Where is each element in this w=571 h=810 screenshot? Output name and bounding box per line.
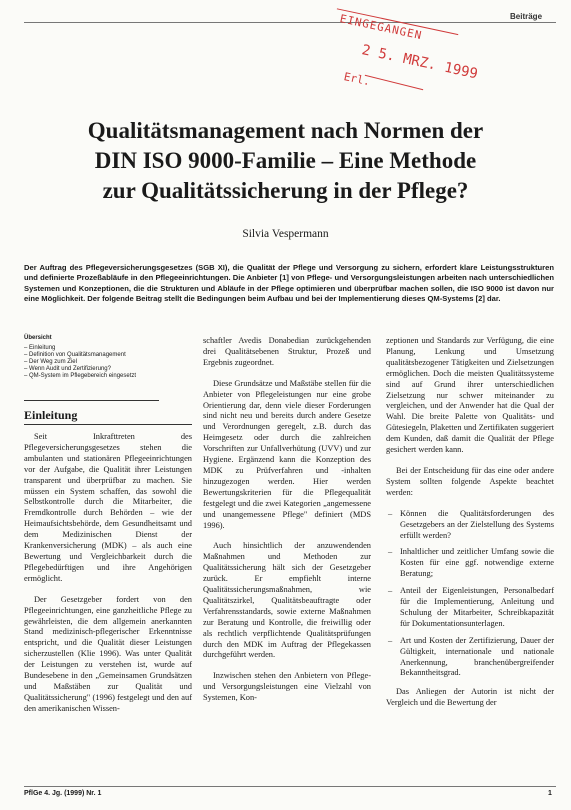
paragraph: Das Anliegen der Autorin ist nicht der Vergleich und die Bewertung der bbox=[386, 687, 554, 708]
toc-item: – QM-System im Pflegebereich eingesetzt bbox=[24, 373, 164, 380]
paragraph: Bei der Entscheidung für das eine oder andere System sollten folgende Aspekte beachtet werden: bbox=[386, 465, 554, 497]
paragraph: Auch hinsichtlich der anzuwendenden Maßnahmen und Methoden zur Qualitätssicherung hält sich der Gesetzgeber zurück. Er empfiehlt interne Qualitätssicherungsmaßnahmen, wie Qualitätszirkel, Qualitätsbeauftragte oder Verfahrensstandards, sowie externe Maßnahmen zur Beratung und Kontrolle, die freiwillig oder als rechtlich verpflichtende Qualitätsprüfungen durch den MDK im Auftrag der Pflegekassen durchgeführt werden. bbox=[203, 541, 371, 660]
paragraph: zeptionen und Standards zur Verfügung, die eine Planung, Lenkung und Umsetzung qualitätsbezogener Tätigkeiten und Zielsetzungen ermöglichen. Doch die meisten Qualitätssysteme sind auf Grund ihrer unterschiedlichen Zielsetzung nur schwer miteinander zu vergleichen, und der Anwender hat die Qual der Wahl. Die breite Palette von Qualitäts- und Gütesiegeln, Plaketten und Zertifikaten suggeriert dem Kunden, daß damit die Qualität der Pflege gesichert werden kann. bbox=[386, 336, 554, 455]
table-of-contents bbox=[24, 335, 164, 380]
toc-item: – Definition von Qualitätsmanagement bbox=[24, 352, 164, 359]
stamp-handled: Erl. bbox=[342, 70, 372, 89]
paragraph: schaftler Avedis Donabedian zurückgehenden drei Qualitätsebenen Struktur, Prozeß und Ergebnis zugeordnet. bbox=[203, 336, 371, 367]
stamp-date: 2 5. MRZ. 1999 bbox=[360, 42, 480, 83]
toc-heading: Übersicht bbox=[24, 335, 52, 341]
aspect-list bbox=[386, 509, 554, 680]
toc-item: – Der Weg zum Ziel bbox=[24, 359, 164, 366]
text-column-1 bbox=[24, 432, 192, 725]
list-item: – Inhaltlicher und zeitlicher Umfang sowie die Kosten für eine ggf. notwendige externe Beratung; bbox=[386, 547, 554, 580]
title-line-3: zur Qualitätssicherung in der Pflege? bbox=[102, 178, 469, 203]
title-line-2: DIN ISO 9000-Familie – Eine Methode bbox=[94, 148, 477, 173]
toc-rule bbox=[24, 400, 159, 401]
footer-rule bbox=[24, 786, 556, 787]
article-title bbox=[20, 116, 551, 206]
text-column-2 bbox=[203, 336, 371, 714]
toc-item: – Einleitung bbox=[24, 345, 164, 352]
list-item: – Anteil der Eigenleistungen, Personalbedarf für die Implementierung, Anleitung und Schulung der Mitarbeiter, Schreibkapazität für Dokumentationsunterlagen. bbox=[386, 586, 554, 630]
section-rule bbox=[24, 424, 192, 425]
section-tag: Beiträge bbox=[510, 12, 543, 21]
received-stamp bbox=[334, 8, 480, 94]
title-line-1: Qualitätsmanagement nach Normen der bbox=[87, 118, 484, 143]
paragraph: Der Gesetzgeber fordert von den Pflegeeinrichtungen, eine ganzheitliche Pflege zu gewährleisten, die dem allgemein anerkannten Stand medizinisch-pflegerischer Erkenntnisse entspricht, und die Qualität dieser Leistungen sicherzustellen (Klie 1996). Was unter Qualität der Leistungen zu verstehen ist, wurde auf Bundesebene in den „Gemeinsamen Grundsätzen und Maßstäben zur Qualität und Qualitätssicherung" (1996) festgelegt und den auf den amerikanischen Wissen- bbox=[24, 594, 192, 713]
section-heading-einleitung: Einleitung bbox=[24, 408, 78, 422]
abstract: Der Auftrag des Pflegeversicherungsgesetzes (SGB XI), die Qualität der Pflege und Versorgung zu sichern, erfordert klare Leistungsstrukturen und definierte Prozeßabläufe in den Pflegeeinrichtungen. Die Anbieter [1] von Pflege- und Versorgungsleistungen arbeiten nach unterschiedlichen Systemen und Konzeptionen, die die Strukturen und Abläufe in der Pflege optimieren und überprüfbar machen sollen, die ISO 9000 ist davon nur eine Möglichkeit. Der folgende Beitrag stellt die Bedingungen beim Aufbau und bei der Implementierung dieses QM-Systems [2] dar. bbox=[24, 263, 554, 304]
list-item: – Können die Qualitätsforderungen des Gesetzgebers an der Zielstellung des Systems erfüllt werden? bbox=[386, 509, 554, 542]
paragraph: Seit Inkrafttreten des Pflegeversicherungsgesetzes stehen die ambulanten und stationären Pflegeeinrichtungen vor der Aufgabe, die Qualität ihrer Leistungen transparent und überprüfbar zu machen. Sie müssen ein System schaffen, das sowohl die Selbstkontrolle durch die Mitarbeiter, die Fremdkontrolle durch Behörden – wie der Heimaufsichtsbehörde, dem Gesundheitsamt und dem Medizinischen Dienst der Krankenversicherung (MDK) – als auch eine Bewertung und Vergleichbarkeit durch die Pflegebedürftigen und ihre Angehörigen ermöglicht. bbox=[24, 432, 192, 583]
list-item: – Art und Kosten der Zertifizierung, Dauer der Gültigkeit, internationale und nationale Anerkennung, branchenübergreifender Bekanntheitsgrad. bbox=[386, 636, 554, 680]
stamp-signature bbox=[365, 75, 423, 90]
stamp-received: EINGEGANGEN bbox=[338, 12, 424, 43]
author: Silvia Vespermann bbox=[242, 228, 329, 240]
text-column-3 bbox=[386, 336, 554, 719]
toc-item: – Wenn Audit und Zertifizierung? bbox=[24, 366, 164, 373]
paragraph: Inzwischen stehen den Anbietern von Pflege- und Versorgungsleistungen eine Vielzahl von Systemen, Kon- bbox=[203, 671, 371, 703]
paragraph: Diese Grundsätze und Maßstäbe stellen für die Anbieter von Pflegeleistungen nur eine grobe Orientierung dar, denn viele dieser Forderungen sind nicht neu und bereits durch andere Gesetze und Verordnungen geregelt, z.B. durch das Heimgesetz oder durch die zahlreichen Vorschriften zur Unfallverhütung (UVV) und zur Hygiene. Ergänzend kann die Konzeption des MDK zu Prüfverfahren und -inhalten hinzugezogen werden. Hier werden Bewertungskriterien für die Pflegequalität festgelegt und die zwei Kategorien „angemessene und unangemessene Pflege" definiert (MDS 1996). bbox=[203, 378, 371, 530]
journal-citation: PflGe 4. Jg. (1999) Nr. 1 bbox=[24, 790, 102, 797]
page-number: 1 bbox=[548, 790, 552, 797]
header-rule bbox=[24, 22, 556, 23]
